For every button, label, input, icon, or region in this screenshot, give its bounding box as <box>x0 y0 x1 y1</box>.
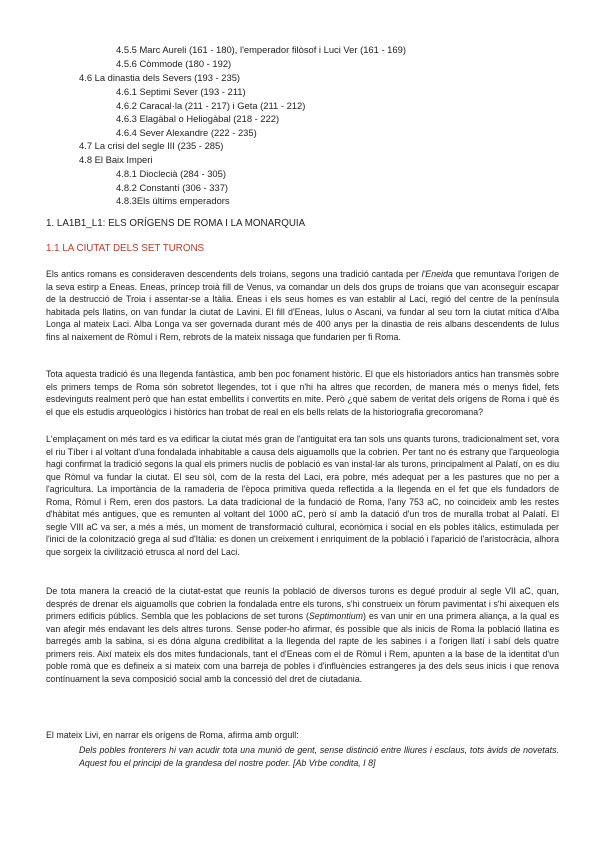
toc-entry: 4.6.2 Caracal·la (211 - 217) i Geta (211 - 212) <box>116 100 306 111</box>
toc-entry: 4.5.6 Còmmode (180 - 192) <box>116 58 232 69</box>
section-heading: 1. LA1B1_L1: ELS ORÍGENS DE ROMA I LA MONARQUIA <box>46 218 306 229</box>
toc-entry: 4.8.3Els últims emperadors <box>116 195 230 206</box>
paragraph-legend: Tota aquesta tradició és una llegenda fantàstica, amb ben poc fonament històric. El que els historiadors antics han transmès sobre els primers temps de Roma són sobretot llegendes, tot i que n'hi ha altres que recorden, de manera més o menys fidel, fets esdevinguts realment però que han estat embellits i convertits en mite. Però ¿què sabem de veritat dels orígens de Roma i què és el que els estudis arqueològics i històrics han trobat de real en els bells relats de la historiografia grecoromana? <box>46 369 559 417</box>
livy-quote: Dels pobles fronterers hi van acudir tota una munió de gent, sense distinció entre lliures i esclaus, tots àvids de novetats. Aquest fou el principi de la grandesa del nostre poder. [Ab Vrbe condita, I 8] <box>79 745 559 768</box>
toc-entry: 4.5.5 Marc Aureli (161 - 180), l'emperador filòsof i Luci Ver (161 - 169) <box>116 44 406 55</box>
toc-entry: 4.7 La crisi del segle III (235 - 285) <box>79 140 224 151</box>
paragraph-city-state: De tota manera la creació de la ciutat-estat que reunís la població de diversos turons es degué produir al segle VII aC, quan, després de drenar els aiguamolls que cobrien la fondalada entre els turons, s'hi construeix un fòrum pavimentat i s'hi aixequen els primers edificis públics. Sembla que les poblacions de set turons (Septimontium) es van unir en una primera aliança, a la qual es van afegir més endavant les dels altres turons. Sense poder-ho afirmar, és possible que als inicis de Roma la població llatina es barregés amb la sabina, si es dóna alguna credibilitat a la llegenda del rapte de les sabines i a l'origen llatí i sabí dels quatre primers reis. Així mateix els dos mites fundacionals, tant el d'Eneas com el de Ròmul i Rem, apunten a la base de la identitat d'un poble romà que es defineix a si mateix com una barreja de pobles i d'influències estrangeres ja des dels seus inicis i que renova contínuament la seva composició social amb la concessió del dret de ciutadania. <box>46 586 559 684</box>
toc-entry: 4.6.3 Elagàbal o Heliogàbal (218 - 222) <box>116 113 280 124</box>
toc-entry: 4.6 La dinastia dels Severs (193 - 235) <box>79 72 241 83</box>
toc-entry: 4.8.2 Constantí (306 - 337) <box>116 182 229 193</box>
toc-entry: 4.8 El Baix Imperi <box>79 154 153 165</box>
toc-entry: 4.6.4 Sever Alexandre (222 - 235) <box>116 127 257 138</box>
toc-entry: 4.6.1 Septimi Sever (193 - 211) <box>116 86 246 97</box>
subsection-heading: 1.1 LA CIUTAT DELS SET TURONS <box>46 243 205 254</box>
paragraph-settlement: L'emplaçament on més tard es va edificar la ciutat més gran de l'antiguitat era tan sols uns quants turons, tradicionalment set, vora el riu Tíber i al voltant d'una fondalada inhabitable a causa dels aiguamolls que la cobrien. Per tant no és estrany que l'arqueologia hagi confirmat la tradició segons la qual els primers nuclis de població es van instal·lar als turons, principalment al Palatí, on es diu que Ròmul va fundar la ciutat. El seu sòl, com de la resta del Laci, era pobre, més adequat per a les pastures que no per a l'agricultura. La importància de la ramaderia de l'època primitiva queda reflectida a la llegenda en el fet que els fundadors de Roma, Ròmul i Rem, eren dos pastors. La data tradicional de la fundació de Roma, l'any 753 aC, no coincideix amb les restes d'hàbitat més antigues, que es remunten al voltant del 1000 aC, però sí amb la datació d'un tros de muralla trobat al Palatí. El segle VIII aC va ser, a més a més, un moment de transformació cultural, econòmica i social en els pobles itàlics, estimulada per l'inici de la colonització grega al sud d'Itàlia: es donen un creixement i enriquiment de la població i l'aparició de l'aristocràcia, alhora que sorgeix la civilització etrusca al nord del Laci. <box>46 434 559 557</box>
toc-entry: 4.8.1 Dioclecià (284 - 305) <box>116 168 226 179</box>
paragraph-livy: El mateix Livi, en narrar els orígens de Roma, afirma amb orgull: <box>46 730 299 740</box>
paragraph-origins: Els antics romans es consideraven descendents dels troians, segons una tradició cantada per l'Eneida que remuntava l'origen de la seva estirp a Eneas. Eneas, príncep troià fill de Venus, va comandar un dels dos grups de troians que van aconseguir escapar de la destrucció de Troia i assentar-se a Itàlia. Eneas i els seus homes es van establir al Laci, regió del centre de la península habitada pels llatins, on van fundar la ciutat de Lavini. El fill d'Eneas, Iulus o Ascani, va fundar al seu torn la ciutat mítica d'Alba Longa al mateix Laci. Alba Longa va ser governada durant més de 400 anys per la dinastia de reis albans descendents de Iulus fins al naixement de Ròmul i Rem, rebrots de la mateix nissaga que fundarien per fi Roma. <box>46 269 559 342</box>
